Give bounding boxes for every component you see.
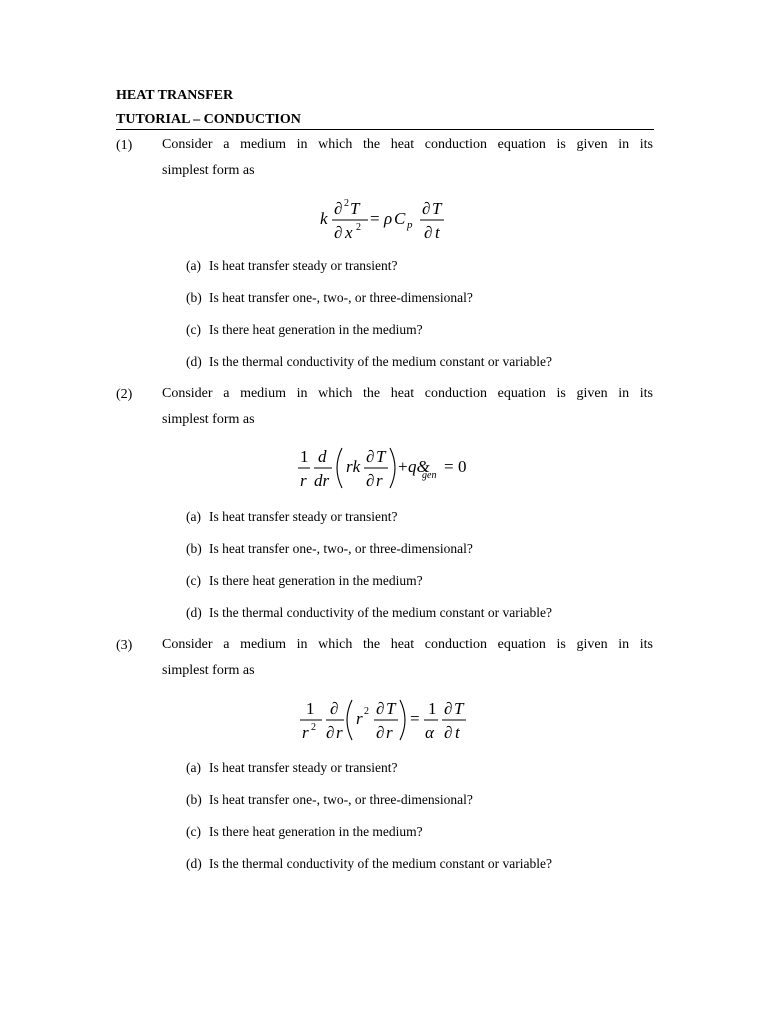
eq3-sup-2: 2 (364, 706, 369, 717)
eq1-partial-num-2: ∂ (422, 199, 431, 218)
eq3-partial-den-2: ∂ (376, 723, 385, 742)
eq3-r: r (356, 709, 363, 728)
eq1-sup-den: 2 (356, 222, 361, 233)
eq3-partial-num: ∂ (330, 699, 339, 718)
question-3-number: (3) (116, 638, 133, 653)
question-1-number: (1) (116, 138, 133, 153)
eq2-one: 1 (300, 447, 309, 466)
equation-3 (298, 694, 478, 749)
q1-part-c-text: Is there heat generation in the medium? (209, 322, 423, 337)
question-2-number: (2) (116, 387, 133, 402)
eq3-right-paren (400, 700, 405, 740)
eq2-gen: gen (422, 470, 437, 481)
equation-1 (318, 194, 458, 251)
question-1-line-1: Consider a medium in which the heat conduction equation is given in its (162, 137, 653, 152)
q1-part-d-label: (d) (186, 354, 202, 369)
q2-part-c-text: Is there heat generation in the medium? (209, 573, 423, 588)
question-1-text (162, 132, 653, 184)
eq1-T-num: T (350, 199, 360, 218)
q3-part-c (186, 824, 423, 840)
eq2-qdot: q& (408, 457, 430, 476)
q1-part-b (186, 290, 473, 306)
eq1-T-num-2: T (432, 199, 442, 218)
q2-part-b-text: Is heat transfer one-, two-, or three-dimensional? (209, 541, 473, 556)
q1-part-a-label: (a) (186, 258, 201, 273)
q3-part-b-label: (b) (186, 792, 202, 807)
q2-part-a-label: (a) (186, 509, 201, 524)
q2-part-c-label: (c) (186, 573, 201, 588)
eq1-partial-den-2: ∂ (424, 223, 433, 242)
question-3-line-1: Consider a medium in which the heat conduction equation is given in its (162, 637, 653, 652)
q2-part-c (186, 573, 423, 589)
eq3-r-inner: r (386, 723, 393, 742)
eq1-C: C (394, 209, 406, 228)
eq3-left-paren (347, 700, 352, 740)
eq3-partial-num-2: ∂ (376, 699, 385, 718)
eq3-one-2: 1 (428, 699, 437, 718)
q3-part-d-label: (d) (186, 856, 202, 871)
eq2-right-paren (390, 448, 395, 488)
q3-part-d-text: Is the thermal conductivity of the medium constant or variable? (209, 856, 553, 871)
q3-part-a-text: Is heat transfer steady or transient? (209, 760, 398, 775)
header-rule (116, 129, 654, 130)
question-2-text (162, 381, 653, 433)
q3-part-c-text: Is there heat generation in the medium? (209, 824, 423, 839)
eq3-one: 1 (306, 699, 315, 718)
eq3-partial-den: ∂ (326, 723, 335, 742)
eq3-T: T (386, 699, 396, 718)
q1-part-d (186, 354, 552, 370)
eq3-partial-den-3: ∂ (444, 723, 453, 742)
eq2-plus: + (398, 457, 408, 476)
q3-part-b (186, 792, 473, 808)
eq1-t: t (435, 223, 440, 242)
q2-part-d-label: (d) (186, 605, 202, 620)
eq1-k: k (320, 209, 328, 228)
eq3-r-den-2: r (336, 723, 343, 742)
eq2-partial-den: ∂ (366, 471, 375, 490)
q2-part-a (186, 509, 398, 525)
eq2-r-inner: r (376, 471, 383, 490)
q3-part-a (186, 760, 398, 776)
document-subtitle: TUTORIAL – CONDUCTION (116, 112, 301, 127)
eq2-r-den: r (300, 471, 307, 490)
q2-part-d-text: Is the thermal conductivity of the medium constant or variable? (209, 605, 553, 620)
eq1-x: x (345, 223, 353, 242)
q3-part-d (186, 856, 552, 872)
eq2-partial-num: ∂ (366, 447, 375, 466)
equation-2 (296, 442, 486, 497)
q2-part-b-label: (b) (186, 541, 202, 556)
eq1-p: p (407, 219, 413, 231)
q2-part-d (186, 605, 552, 621)
q2-part-b (186, 541, 473, 557)
q3-part-a-label: (a) (186, 760, 201, 775)
eq3-partial-num-3: ∂ (444, 699, 453, 718)
eq1-partial-num: ∂ (334, 199, 343, 218)
eq2-left-paren (337, 448, 342, 488)
q2-part-a-text: Is heat transfer steady or transient? (209, 509, 398, 524)
eq2-d-num: d (318, 447, 327, 466)
q1-part-a-text: Is heat transfer steady or transient? (209, 258, 398, 273)
document-title: HEAT TRANSFER (116, 88, 234, 103)
question-3-line-2: simplest form as (162, 663, 255, 678)
question-2-line-1: Consider a medium in which the heat conduction equation is given in its (162, 386, 653, 401)
q1-part-d-text: Is the thermal conductivity of the medium constant or variable? (209, 354, 553, 369)
eq3-t: t (455, 723, 460, 742)
q1-part-b-text: Is heat transfer one-, two-, or three-dimensional? (209, 290, 473, 305)
eq2-T: T (376, 447, 386, 466)
eq2-rk: rk (346, 457, 361, 476)
eq3-equals: = (410, 709, 420, 728)
eq1-equals: = (370, 209, 380, 228)
q1-part-c (186, 322, 423, 338)
q3-part-b-text: Is heat transfer one-, two-, or three-dimensional? (209, 792, 473, 807)
eq1-partial-den: ∂ (334, 223, 343, 242)
eq3-sup-1: 2 (311, 722, 316, 733)
eq1-sup-num: 2 (344, 198, 349, 209)
question-3-text (162, 632, 653, 684)
eq2-dr: dr (314, 471, 330, 490)
q1-part-b-label: (b) (186, 290, 202, 305)
eq3-r-den: r (302, 723, 309, 742)
q1-part-c-label: (c) (186, 322, 201, 337)
eq3-alpha: α (425, 723, 434, 742)
q3-part-c-label: (c) (186, 824, 201, 839)
question-1-line-2: simplest form as (162, 163, 255, 178)
question-2-line-2: simplest form as (162, 412, 255, 427)
q1-part-a (186, 258, 398, 274)
eq3-T-2: T (454, 699, 464, 718)
eq2-equals: = (444, 457, 454, 476)
eq2-zero: 0 (458, 457, 467, 476)
eq1-rho: ρ (384, 209, 393, 228)
